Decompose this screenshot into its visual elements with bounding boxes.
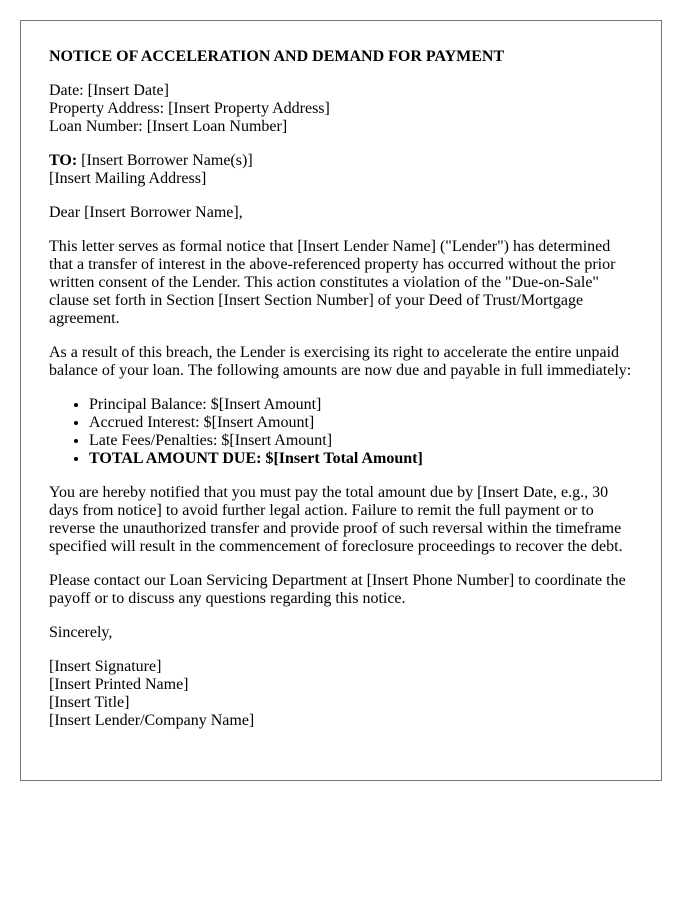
recipient-name: [Insert Borrower Name(s)]	[77, 152, 253, 169]
paragraph-demand: You are hereby notified that you must pay the total amount due by [Insert Date, e.g., 30 days from notice] to avoid further legal action. Failure to remit the full payment or to reverse the unauthorized transfer and provide proof of such reversal within the timeframe specified will result in the commencement of foreclosure proceedings to recover the debt.	[49, 484, 623, 555]
closing: Sincerely,	[49, 624, 113, 641]
list-item: • Accrued Interest: $[Insert Amount]	[89, 414, 633, 432]
paragraph-contact: Please contact our Loan Servicing Department at [Insert Phone Number] to coordinate the payoff or to discuss any questions regarding this notice.	[49, 572, 626, 607]
loan-line: Loan Number: [Insert Loan Number]	[49, 118, 288, 135]
letter-title: NOTICE OF ACCELERATION AND DEMAND FOR PAYMENT	[49, 48, 505, 65]
printed-name: [Insert Printed Name]	[49, 676, 189, 693]
list-item: • Late Fees/Penalties: $[Insert Amount]	[89, 432, 633, 450]
total-amount-item: • TOTAL AMOUNT DUE: $[Insert Total Amount]	[89, 450, 633, 468]
amounts-list	[49, 396, 633, 468]
recipient-address: [Insert Mailing Address]	[49, 170, 207, 187]
letter	[20, 20, 662, 781]
paragraph-notice: This letter serves as formal notice that [Insert Lender Name] ("Lender") has determined that a transfer of interest in the above-referenced property has occurred without the prior written consent of the Lender. This action constitutes a violation of the "Due-on-Sale" clause set forth in Section [Insert Section Number] of your Deed of Trust/Mortgage agreement.	[49, 238, 616, 327]
recipient	[49, 152, 633, 188]
signature-block	[49, 658, 633, 730]
company-name: [Insert Lender/Company Name]	[49, 712, 255, 729]
header-info	[49, 82, 633, 136]
salutation: Dear [Insert Borrower Name],	[49, 204, 243, 221]
signature: [Insert Signature]	[49, 658, 162, 675]
date-line: Date: [Insert Date]	[49, 82, 169, 99]
signer-title: [Insert Title]	[49, 694, 130, 711]
paragraph-acceleration: As a result of this breach, the Lender is exercising its right to accelerate the entire unpaid balance of your loan. The following amounts are now due and payable in full immediately:	[49, 344, 632, 379]
to-label: TO:	[49, 152, 78, 169]
property-line: Property Address: [Insert Property Address]	[49, 100, 330, 117]
list-item: • Principal Balance: $[Insert Amount]	[89, 396, 633, 414]
